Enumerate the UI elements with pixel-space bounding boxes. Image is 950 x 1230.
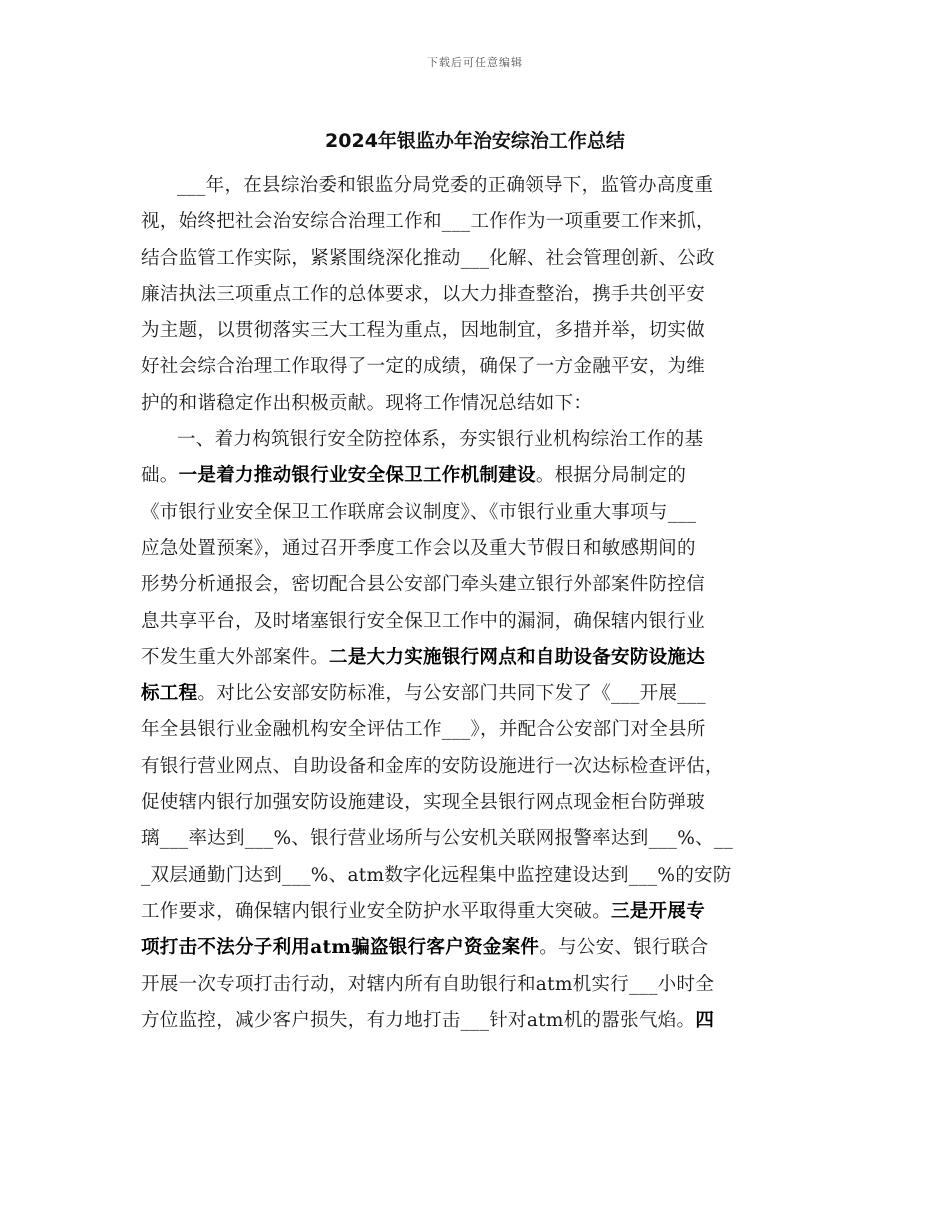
body-line — [141, 604, 813, 640]
body-text-run: 年全县银行业金融机构安全评估工作___》，并配合公安部门对全县所 — [141, 719, 706, 741]
body-text-run: _双层通勤门达到___%、atm数字化远程集中监控建设达到___%的安防 — [141, 864, 732, 886]
body-line — [141, 241, 813, 277]
body-text-run: 息共享平台，及时堵塞银行安全保卫工作中的漏洞，确保辖内银行业 — [141, 610, 706, 632]
body-text-run: ___年，在县综治委和银监分局党委的正确领导下，监管办高度重 — [177, 175, 714, 196]
body-text-run: 护的和谐稳定作出积极贡献。现将工作情况总结如下： — [141, 392, 593, 414]
body-text-run: 《市银行业安全保卫工作联席会议制度》、《市银行业重大事项与___ — [141, 501, 697, 523]
body-line — [141, 821, 813, 857]
body-text — [141, 168, 813, 1039]
body-text-run: 结合监管工作实际，紧紧围绕深化推动___化解、社会管理创新、公政 — [141, 247, 715, 269]
bold-heading-text: 二是大力实施银行网点和自助设备安防设施达 — [329, 646, 706, 668]
body-text-run: 促使辖内银行加强安防设施建设，实现全县银行网点现金柜台防弹玻 — [141, 792, 706, 814]
body-text-run: 好社会综合治理工作取得了一定的成绩，确保了一方金融平安，为维 — [141, 356, 706, 378]
body-text-run: 有银行营业网点、自助设备和金库的安防设施进行一次达标检查评估， — [141, 755, 724, 777]
body-text-run: 廉洁执法三项重点工作的总体要求，以大力排查整治，携手共创平安 — [141, 283, 706, 305]
body-line — [141, 168, 813, 204]
body-text-run: 。与公安、银行联合 — [539, 937, 709, 959]
body-text-run: 开展一次专项打击行动，对辖内所有自助银行和atm机实行___小时全 — [141, 973, 715, 995]
body-line — [141, 712, 813, 748]
body-text-run: 。根据分局制定的 — [535, 465, 687, 487]
body-line — [141, 749, 813, 785]
body-line — [141, 967, 813, 1003]
body-line — [141, 785, 813, 821]
header-note: 下载后可任意编辑 — [427, 56, 523, 69]
body-line — [141, 204, 813, 240]
document-title: 2024年银监办年治安综治工作总结 — [325, 130, 625, 152]
body-text-run: 础。 — [141, 465, 179, 487]
body-text-run: 应急处置预案》，通过召开季度工作会以及重大节假日和敏感期间的 — [141, 537, 696, 559]
body-line — [141, 349, 813, 385]
body-line — [141, 1003, 813, 1039]
body-text-run: 。对比公安部安防标准，与公安部门共同下发了《___开展___ — [197, 683, 706, 705]
body-text-run: 不发生重大外部案件。 — [141, 646, 330, 668]
body-line — [141, 458, 813, 494]
body-text-run: 工作要求，确保辖内银行业安全防护水平取得重大突破。 — [141, 900, 612, 922]
body-line — [141, 495, 813, 531]
body-line — [141, 640, 813, 676]
body-line — [141, 858, 813, 894]
body-line — [141, 676, 813, 712]
bold-heading-text: 三是开展专 — [611, 900, 706, 922]
bold-heading-text: 标工程 — [141, 683, 198, 705]
bold-heading-text: 四 — [695, 1009, 715, 1031]
body-text-run: 为主题，以贯彻落实三大工程为重点，因地制宜，多措并举，切实做 — [141, 320, 706, 342]
body-text-run: 形势分析通报会，密切配合县公安部门牵头建立银行外部案件防控信 — [141, 574, 706, 596]
body-text-run: 一、着力构筑银行安全防控体系，夯实银行业机构综治工作的基 — [177, 429, 704, 451]
body-line — [141, 567, 813, 603]
body-text-run: 璃___率达到___%、银行营业场所与公安机关联网报警率达到___%、__ — [141, 828, 734, 850]
body-line — [141, 313, 813, 349]
body-line — [141, 930, 813, 966]
body-line — [141, 894, 813, 930]
body-line — [141, 386, 813, 422]
bold-heading-text: 项打击不法分子利用atm骗盗银行客户资金案件 — [141, 937, 540, 959]
body-line — [141, 277, 813, 313]
body-text-run: 方位监控，减少客户损失，有力地打击___针对atm机的嚣张气焰。 — [141, 1009, 696, 1031]
body-line — [141, 422, 813, 458]
body-text-run: 视，始终把社会治安综合治理工作和___工作作为一项重要工作来抓， — [141, 211, 715, 233]
body-line — [141, 531, 813, 567]
bold-heading-text: 一是着力推动银行业安全保卫工作机制建设 — [178, 465, 536, 487]
